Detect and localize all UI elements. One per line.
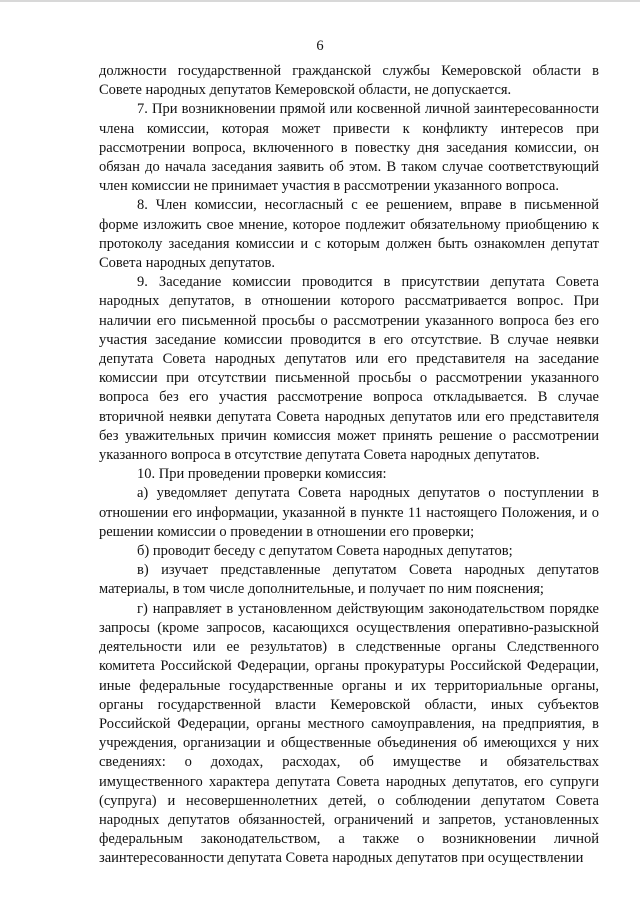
- page-top-border: [0, 0, 640, 2]
- subparagraph-g: г) направляет в установленном действующим законодательством порядке запросы (кроме запросов, касающихся осуществления оперативно-разыскной деятельности или ее результатов) в следственные органы Следственного комитета Российской Федерации, органы прокуратуры Российской Федерации, иные федеральные государственные органы и их территориальные органы, органы государственной власти Кемеровской области, иных субъектов Российской Федерации, органы местного самоуправления, на предприятия, в учреждения, организации и общественные объединения об имеющихся у них сведениях: о доходах, расходах, об имуществе и обязательствах имущественного характера депутата Совета народных депутатов, его супруги (супруга) и несовершеннолетних детей, о соблюдении депутатом Совета народных депутатов обязанностей, ограничений и запретов, установленных федеральным законодательством, а также о возникновении личной заинтересованности депутата Совета народных депутатов при осуществлении: [99, 600, 599, 867]
- paragraph-item-7: 7. При возникновении прямой или косвенной личной заинтересованности члена комиссии, которая может привести к конфликту интересов при рассмотрении вопроса, включенного в повестку дня заседания комиссии, он обязан до начала заседания заявить об этом. В таком случае соответствующий член комиссии не принимает участия в рассмотрении указанного вопроса.: [99, 101, 599, 195]
- paragraph-item-9: 9. Заседание комиссии проводится в присутствии депутата Совета народных депутатов, в отношении которого рассматривается вопрос. При наличии его письменной просьбы о рассмотрении указанного вопроса без его участия заседание комиссии проводится в его отсутствие. В случае неявки депутата Совета народных депутатов или его представителя на заседание комиссии при отсутствии письменной просьбы о рассмотрении указанного вопроса без его участия рассмотрение вопроса откладывается. В случае вторичной неявки депутата Совета народных депутатов или его представителя без уважительных причин комиссия может принять решение о рассмотрении указанного вопроса в отсутствие депутата Совета народных депутатов.: [99, 274, 599, 464]
- subparagraph-b: б) проводит беседу с депутатом Совета народных депутатов;: [137, 543, 513, 560]
- paragraph-continuation: должности государственной гражданской службы Кемеровской области в Совете народных депутатов Кемеровской области, не допускается.: [99, 63, 599, 99]
- subparagraph-a: а) уведомляет депутата Совета народных депутатов о поступлении в отношении его информации, указанной в пункте 11 настоящего Положения, и о решении комиссии о проведении в отношении его проверки;: [99, 485, 599, 540]
- paragraph-item-10: 10. При проведении проверки комиссия:: [137, 466, 387, 483]
- document-body: [99, 62, 599, 869]
- subparagraph-v: в) изучает представленные депутатом Совета народных депутатов материалы, в том числе дополнительные, и получает по ним пояснения;: [99, 562, 599, 598]
- page-number: 6: [316, 38, 324, 54]
- paragraph-item-8: 8. Член комиссии, несогласный с ее решением, вправе в письменной форме изложить свое мнение, которое подлежит обязательному приобщению к протоколу заседания комиссии и с которым должен быть ознакомлен депутат Совета народных депутатов.: [99, 197, 599, 272]
